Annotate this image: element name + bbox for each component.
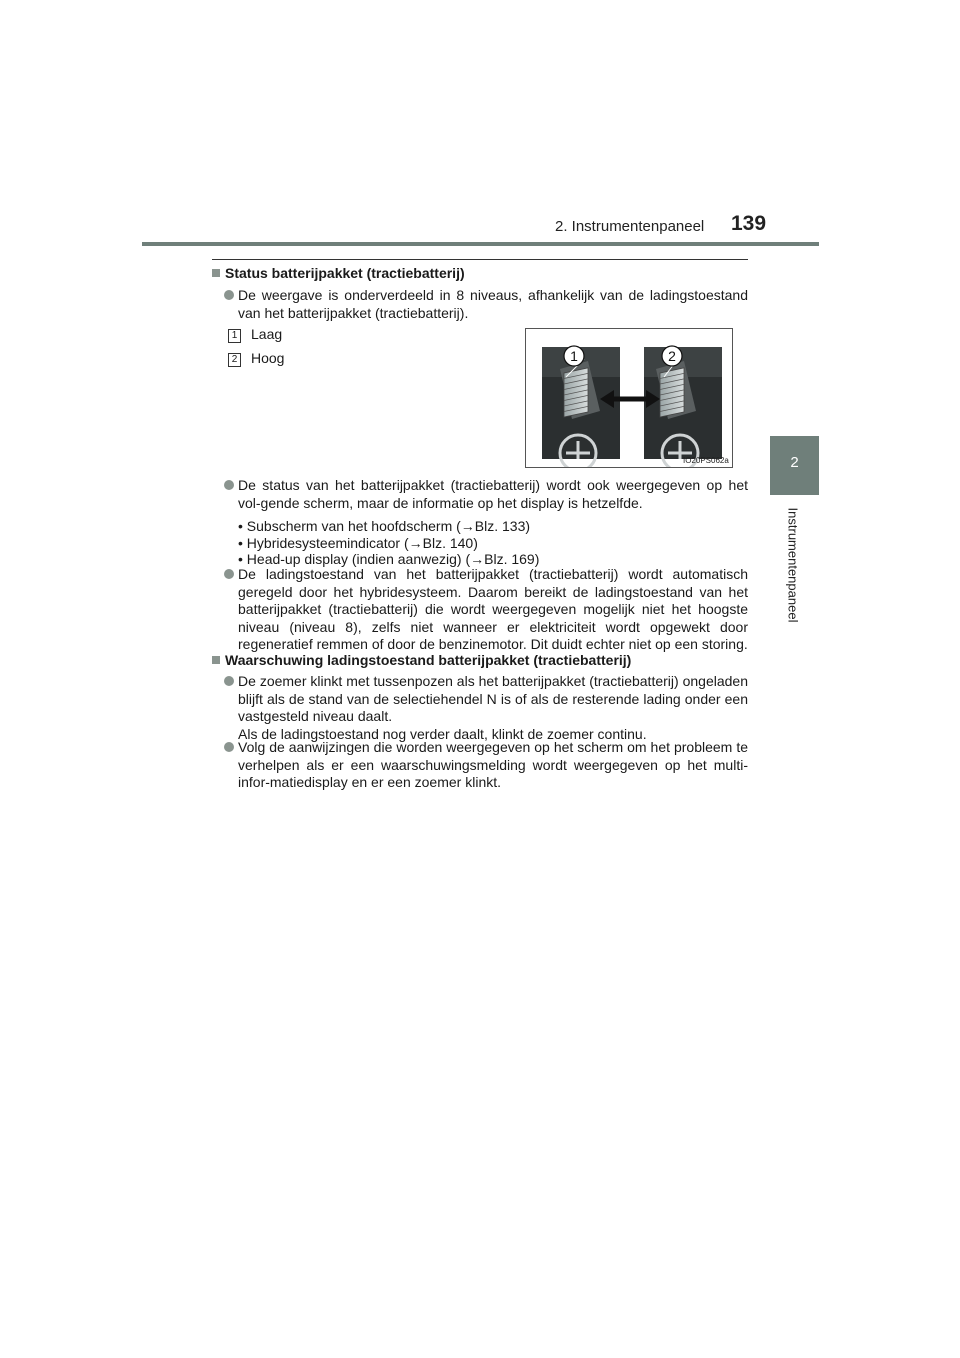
- sub-item: • Hybridesysteemindicator (→Blz. 140): [238, 534, 478, 551]
- circle-bullet-icon: [224, 676, 234, 686]
- circle-bullet-icon: [224, 290, 234, 300]
- bullet-text: De ladingstoestand van het batterijpakket (tractiebatterij) wordt automatisch geregeld door het hybridesysteem. Daarom bereikt de ladingstoestand van het batterijpakket (tractiebatterij) die wordt weergegeven mogelijk niet het hoogste niveau (niveau 8), zelfs niet wanneer er elektriciteit wordt opgewekt door regeneratief remmen of door de benzinemotor. Dit duidt echter niet op een storing.: [238, 566, 748, 653]
- section-heading-warning: [212, 652, 631, 668]
- bullet-text-continued: Als de ladingstoestand nog verder daalt, klinkt de zoemer continu.: [238, 725, 647, 742]
- bullet-text: De status van het batterijpakket (tractiebatterij) wordt ook weergegeven op het vol-gende scherm, maar de informatie op het display is hetzelfde.: [238, 477, 748, 511]
- bullet-item: [238, 287, 748, 322]
- bullet-item: [238, 673, 748, 743]
- section-separator: [212, 259, 748, 260]
- svg-text:1: 1: [570, 348, 578, 364]
- circle-bullet-icon: [224, 480, 234, 490]
- page-number: 139: [731, 212, 767, 235]
- chapter-title: 2. Instrumentenpaneel: [555, 218, 705, 235]
- bullet-text: De zoemer klinkt met tussenpozen als het batterijpakket (tractiebatterij) ongeladen blijft als de stand van de selectiehendel N is of als de resterende lading onder een vastgesteld niveau daalt.: [238, 673, 748, 725]
- section-heading-status: [212, 265, 465, 281]
- sub-item: • Head-up display (indien aanwezig) (→Blz. 169): [238, 551, 540, 567]
- legend-label: Hoog: [251, 350, 285, 366]
- chapter-tab-label: Instrumentenpaneel: [785, 507, 801, 623]
- chapter-tab: [770, 436, 819, 495]
- section-heading-status-text: Status batterijpakket (tractiebatterij): [225, 265, 465, 281]
- svg-text:2: 2: [668, 348, 676, 364]
- sub-item: • Subscherm van het hoofdscherm (→Blz. 133): [238, 518, 531, 534]
- header-rule: [142, 242, 819, 246]
- figure-code: IO20PS062a: [683, 456, 729, 465]
- section-heading-warning-text: Waarschuwing ladingstoestand batterijpakket (tractiebatterij): [225, 652, 632, 668]
- sub-list: [238, 518, 539, 568]
- bullet-text: De weergave is onderverdeeld in 8 niveaus, afhankelijk van de ladingstoestand van het batterijpakket (tractiebatterij).: [238, 287, 748, 321]
- square-bullet-icon: [212, 269, 220, 277]
- battery-level-illustration: [526, 329, 732, 467]
- legend-label: Laag: [251, 326, 283, 342]
- legend-number: 1: [228, 329, 241, 343]
- bullet-item: [238, 477, 748, 512]
- battery-display-figure: [525, 328, 733, 468]
- legend-item-high: [228, 350, 284, 367]
- chapter-tab-label-wrap: [782, 507, 804, 623]
- bullet-item: [238, 566, 748, 654]
- legend-item-low: [228, 326, 282, 343]
- legend-number: 2: [228, 353, 241, 367]
- circle-bullet-icon: [224, 742, 234, 752]
- chapter-tab-number: 2: [790, 454, 799, 471]
- square-bullet-icon: [212, 656, 220, 664]
- circle-bullet-icon: [224, 569, 234, 579]
- bullet-item: [238, 739, 748, 792]
- bullet-text: Volg de aanwijzingen die worden weergegeven op het scherm om het probleem te verhelpen als er een waarschuwingsmelding wordt weergegeven op het multi-infor-matiedisplay en er een zoemer klinkt.: [238, 739, 748, 791]
